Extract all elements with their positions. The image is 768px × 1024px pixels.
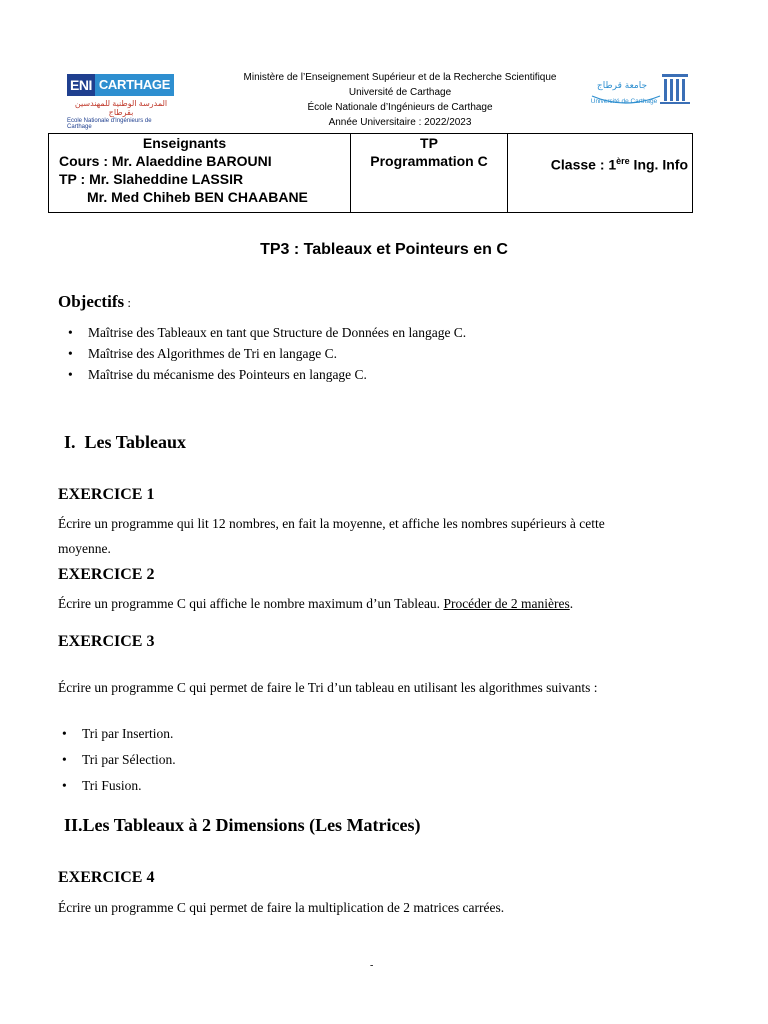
exercice-2-title: EXERCICE 2 — [58, 566, 155, 583]
exercice-1-line-2: moyenne. — [58, 541, 111, 556]
class-sup: ère — [616, 156, 630, 166]
section-2-title: Les Tableaux à 2 Dimensions (Les Matrices) — [82, 815, 421, 835]
list-item: • Tri par Insertion. — [58, 721, 176, 747]
class-cell — [508, 134, 692, 212]
tp-subject: Programmation C — [370, 153, 488, 169]
right-logo-label: Université de Carthage — [590, 98, 658, 105]
eni-carthage-logo — [67, 73, 175, 130]
university-columns-icon — [590, 70, 698, 118]
academic-year-line: Année Universitaire : 2022/2023 — [328, 117, 472, 128]
institution-header — [200, 70, 600, 130]
ministry-line: Ministère de l’Enseignement Supérieur et de la Recherche Scientifique — [243, 72, 557, 83]
tp-teacher: TP : Mr. Slaheddine LASSIR — [59, 171, 244, 187]
objectifs-heading — [58, 292, 131, 312]
logo-eni-text: ENI — [67, 74, 95, 96]
page-footer-mark: - — [370, 960, 374, 971]
objectifs-colon: : — [124, 295, 131, 310]
exercice-3-text: Écrire un programme C qui permet de faire le Tri d’un tableau en utilisant les algorithmes suivants : — [58, 680, 598, 695]
list-item: • Tri par Sélection. — [58, 747, 176, 773]
list-item: • Maîtrise des Tableaux en tant que Structure de Données en langage C. — [64, 322, 466, 343]
objectifs-label: Objectifs — [58, 292, 125, 311]
logo-arabic-text: المدرسة الوطنية للمهندسين بقرطاج — [74, 99, 168, 117]
class-suffix: Ing. Info — [629, 156, 688, 173]
teachers-heading: Enseignants — [142, 135, 227, 151]
section-1-title: Les Tableaux — [84, 432, 187, 452]
exercice-4-text: Écrire un programme C qui permet de faire la multiplication de 2 matrices carrées. — [58, 900, 505, 915]
exercice-2-statement: Écrire un programme C qui affiche le nombre maximum d’un Tableau. — [58, 596, 444, 611]
cours-teacher: Cours : Mr. Alaeddine BAROUNI — [59, 153, 272, 169]
logo-subtitle: Ecole Nationale d'Ingénieurs de Carthage — [67, 118, 152, 130]
section-1-number: I. — [64, 432, 76, 452]
course-info-table — [48, 133, 693, 213]
exercice-3-list — [58, 721, 176, 799]
list-item: • Maîtrise du mécanisme des Pointeurs en langage C. — [64, 364, 466, 385]
universite-carthage-logo — [590, 70, 698, 118]
logo-carthage-text: CARTHAGE — [95, 74, 174, 96]
exercice-2-text — [58, 596, 573, 612]
eni-carthage-badge — [67, 73, 175, 97]
document-title: TP3 : Tableaux et Pointeurs en C — [260, 241, 508, 258]
exercice-4-title: EXERCICE 4 — [58, 869, 155, 886]
teachers-cell — [49, 134, 351, 212]
list-item: • Maîtrise des Algorithmes de Tri en langage C. — [64, 343, 466, 364]
objectifs-list — [64, 322, 466, 385]
tp-heading: TP — [420, 135, 438, 151]
tp-teacher-2: Mr. Med Chiheb BEN CHAABANE — [87, 189, 308, 205]
right-logo-arabic: جامعة قرطاج — [596, 81, 648, 91]
exercice-1-title: EXERCICE 1 — [58, 486, 155, 503]
exercice-3-title: EXERCICE 3 — [58, 633, 155, 650]
section-2-heading — [64, 815, 421, 836]
exercice-2-underlined: Procéder de 2 manières — [443, 596, 570, 611]
exercice-2-end: . — [569, 596, 574, 611]
tp-cell — [351, 134, 508, 212]
list-item: • Tri Fusion. — [58, 773, 176, 799]
section-1-heading — [64, 432, 186, 453]
school-line: École Nationale d’Ingénieurs de Carthage — [307, 102, 493, 113]
class-prefix: Classe : 1 — [550, 156, 617, 173]
section-2-number: II. — [64, 815, 83, 835]
exercice-1-line-1: Écrire un programme qui lit 12 nombres, en fait la moyenne, et affiche les nombres supérieurs à cette — [58, 516, 605, 531]
university-line: Université de Carthage — [348, 87, 452, 98]
